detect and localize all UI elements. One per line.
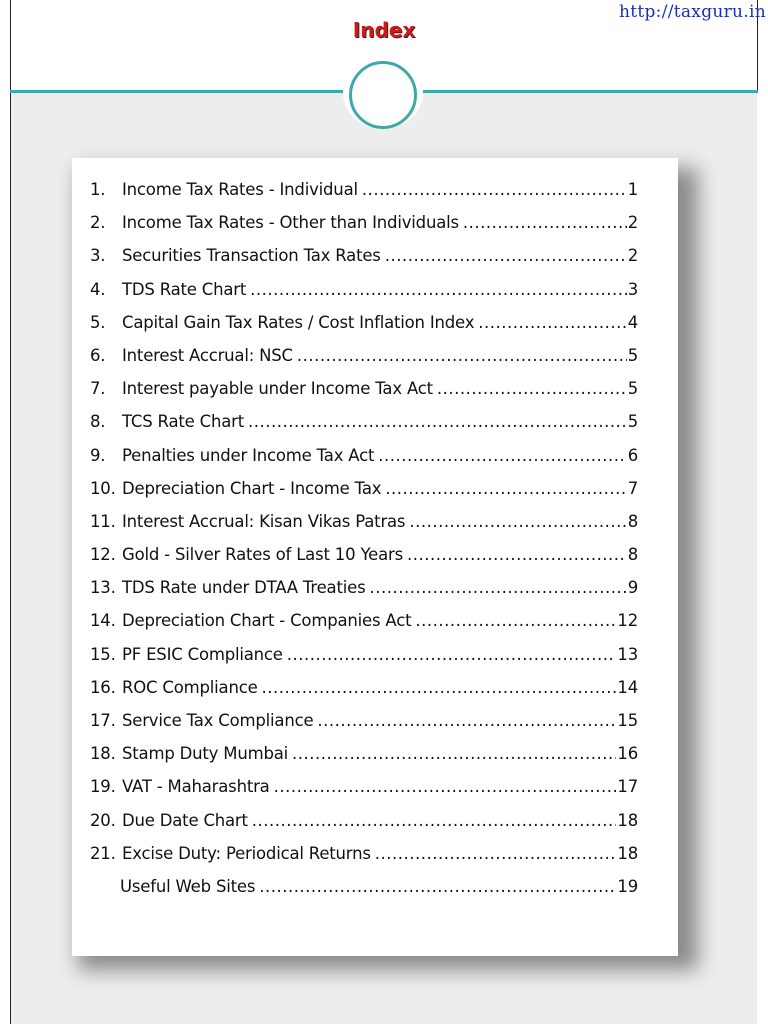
toc-entry-number: 11.	[90, 511, 116, 531]
toc-entry-page-number: 6	[627, 445, 638, 465]
toc-entry-leader-dots	[248, 412, 627, 431]
header-circle-ornament	[349, 61, 417, 129]
toc-entry-title: Interest payable under Income Tax Act	[122, 379, 433, 399]
toc-entry-number: 20.	[90, 810, 116, 830]
toc-entry-number: 1.	[90, 180, 106, 199]
toc-entry-leader-dots	[407, 545, 627, 564]
toc-entry-number: 9.	[90, 445, 106, 465]
toc-entry-leader-dots	[378, 446, 626, 465]
toc-entry[interactable]	[90, 645, 638, 678]
toc-entry-page-number: 1	[627, 180, 638, 199]
toc-entry[interactable]	[90, 678, 638, 711]
table-of-contents	[90, 180, 638, 910]
toc-entry-leader-dots	[262, 678, 617, 697]
toc-entry[interactable]	[90, 280, 638, 313]
toc-entry-page-number: 18	[617, 810, 638, 830]
toc-entry[interactable]	[90, 777, 638, 810]
toc-entry-page-number: 3	[627, 279, 638, 299]
toc-entry-title: Capital Gain Tax Rates / Cost Inflation Index	[122, 312, 475, 332]
toc-entry-leader-dots	[415, 611, 616, 630]
toc-entry-leader-dots	[292, 744, 616, 763]
page-title: Index	[352, 18, 416, 42]
toc-entry[interactable]	[90, 446, 638, 479]
toc-entry-page-number: 18	[617, 843, 638, 863]
toc-entry[interactable]	[90, 412, 638, 445]
toc-entry-leader-dots	[250, 280, 627, 299]
toc-entry-title: Excise Duty: Periodical Returns	[122, 843, 371, 863]
toc-entry-leader-dots	[252, 811, 617, 830]
toc-entry-number: 14.	[90, 611, 116, 631]
toc-entry-page-number: 5	[627, 345, 638, 365]
toc-entry[interactable]	[90, 611, 638, 644]
toc-entry-title: TDS Rate under DTAA Treaties	[122, 578, 366, 598]
toc-entry-title: Interest Accrual: NSC	[122, 345, 293, 365]
toc-entry[interactable]	[90, 313, 638, 346]
toc-entry-page-number: 8	[627, 511, 638, 531]
toc-entry-page-number: 2	[627, 213, 638, 233]
toc-entry-leader-dots	[317, 711, 616, 730]
toc-entry-leader-dots	[409, 512, 626, 531]
toc-entry[interactable]	[90, 844, 638, 877]
toc-entry-title: Securities Transaction Tax Rates	[122, 246, 381, 266]
toc-entry-number: 12.	[90, 545, 116, 565]
toc-entry-title: Depreciation Chart - Companies Act	[122, 611, 412, 631]
toc-entry-number: 7.	[90, 379, 106, 399]
toc-entry-page-number: 13	[617, 644, 638, 664]
toc-entry-title: Depreciation Chart - Income Tax	[122, 478, 382, 498]
toc-entry-title: Gold - Silver Rates of Last 10 Years	[122, 545, 403, 565]
toc-entry-page-number: 2	[627, 246, 638, 266]
toc-entry[interactable]	[90, 811, 638, 844]
toc-entry[interactable]	[90, 545, 638, 578]
toc-entry-leader-dots	[463, 213, 627, 232]
toc-entry-number: 5.	[90, 312, 106, 332]
toc-entry[interactable]	[90, 379, 638, 412]
toc-entry-number: 2.	[90, 213, 106, 233]
toc-entry-number: 6.	[90, 345, 106, 365]
toc-entry-title: Income Tax Rates - Other than Individuals	[122, 213, 459, 233]
toc-entry-number: 18.	[90, 744, 116, 764]
toc-entry-title: VAT - Maharashtra	[122, 777, 270, 797]
toc-entry-leader-dots	[287, 645, 617, 664]
toc-entry[interactable]	[90, 744, 638, 777]
toc-entry-title: Income Tax Rates - Individual	[122, 180, 358, 199]
toc-entry-leader-dots	[385, 246, 627, 265]
toc-entry-leader-dots	[385, 479, 626, 498]
toc-entry-page-number: 5	[627, 379, 638, 399]
toc-entry-page-number: 7	[627, 478, 638, 498]
toc-entry-page-number: 9	[627, 578, 638, 598]
toc-entry-page-number: 16	[617, 744, 638, 764]
toc-entry-title: PF ESIC Compliance	[122, 644, 283, 664]
page-left-border	[10, 0, 11, 1024]
toc-entry-title: Useful Web Sites	[120, 876, 256, 896]
toc-entry-title: Due Date Chart	[122, 810, 248, 830]
toc-entry-number: 10.	[90, 478, 116, 498]
toc-entry-number: 13.	[90, 578, 116, 598]
toc-entry-leader-dots	[437, 379, 627, 398]
toc-entry-number: 8.	[90, 412, 106, 432]
toc-entry-title: Interest Accrual: Kisan Vikas Patras	[122, 511, 406, 531]
toc-entry-title: Stamp Duty Mumbai	[122, 744, 289, 764]
toc-entry-leader-dots	[369, 578, 626, 597]
toc-entry-number: 17.	[90, 711, 116, 730]
toc-entry[interactable]	[90, 578, 638, 611]
toc-entry[interactable]	[90, 479, 638, 512]
toc-entry-page-number: 17	[617, 777, 638, 797]
toc-entry-number: 16.	[90, 677, 116, 697]
toc-entry-leader-dots	[274, 777, 617, 796]
toc-entry-page-number: 8	[627, 545, 638, 565]
toc-entry-leader-dots	[259, 877, 616, 896]
toc-entry-number: 15.	[90, 644, 116, 664]
toc-entry-number: 19.	[90, 777, 116, 797]
toc-entry[interactable]	[90, 346, 638, 379]
toc-entry-page-number: 19	[617, 876, 638, 896]
toc-entry-page-number: 4	[627, 312, 638, 332]
toc-entry[interactable]	[90, 877, 638, 910]
toc-entry-leader-dots	[297, 346, 627, 365]
toc-entry[interactable]	[90, 512, 638, 545]
toc-entry-number: 3.	[90, 246, 106, 266]
toc-entry[interactable]	[90, 180, 638, 213]
toc-entry[interactable]	[90, 246, 638, 279]
toc-entry-title: Penalties under Income Tax Act	[122, 445, 375, 465]
toc-entry[interactable]	[90, 213, 638, 246]
toc-entry-number: 21.	[90, 843, 116, 863]
toc-entry-page-number: 15	[617, 711, 638, 730]
toc-entry-leader-dots	[478, 313, 626, 332]
source-url-link[interactable]: http://taxguru.in	[618, 2, 766, 22]
toc-entry-title: TDS Rate Chart	[122, 279, 247, 299]
toc-entry[interactable]	[90, 711, 638, 744]
toc-entry-page-number: 14	[617, 677, 638, 697]
toc-entry-page-number: 12	[617, 611, 638, 631]
toc-entry-page-number: 5	[627, 412, 638, 432]
toc-entry-title: TCS Rate Chart	[122, 412, 244, 432]
toc-entry-number: 4.	[90, 279, 106, 299]
toc-entry-leader-dots	[362, 180, 627, 199]
toc-entry-title: ROC Compliance	[122, 677, 258, 697]
toc-entry-title: Service Tax Compliance	[122, 711, 314, 730]
toc-entry-leader-dots	[375, 844, 617, 863]
